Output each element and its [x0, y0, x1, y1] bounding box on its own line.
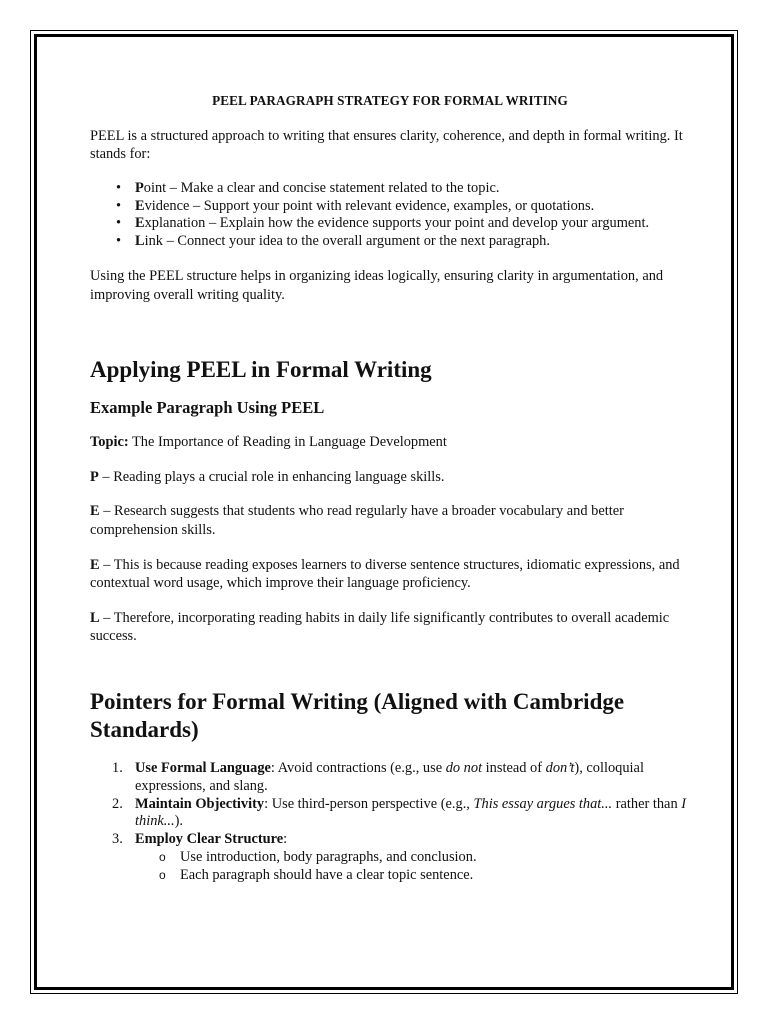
- pointer-text: rather than: [612, 795, 682, 812]
- pointers-list: [90, 760, 690, 885]
- para-text: – Therefore, incorporating reading habits in daily life significantly contributes to overall academic success.: [90, 609, 670, 645]
- topic-label: Topic:: [90, 434, 129, 451]
- peel-text: ink – Connect your idea to the overall argument or the next paragraph.: [144, 233, 550, 250]
- list-item: [116, 180, 690, 198]
- bullet-icon: •: [116, 179, 122, 196]
- sub-list-item: [159, 867, 690, 885]
- list-item: [112, 795, 690, 832]
- pointer-text: :: [283, 831, 288, 848]
- topic-line: [90, 433, 690, 452]
- list-item: [116, 233, 690, 251]
- intro-paragraph: PEEL is a structured approach to writing that ensures clarity, coherence, and depth in formal writing. It stands for:: [90, 127, 683, 163]
- peel-point-paragraph: [90, 468, 690, 487]
- closing-paragraph: Using the PEEL structure helps in organizing ideas logically, ensuring clarity in argumentation, and improving overall writing quality.: [90, 267, 664, 303]
- list-item: [112, 759, 690, 796]
- para-text: – This is because reading exposes learners to diverse sentence structures, idiomatic expressions, and contextual word usage, which improve their language proficiency.: [90, 556, 680, 592]
- pointer-text: : Avoid contractions (e.g., use: [270, 759, 446, 776]
- pointer-italic: don’t: [545, 759, 575, 776]
- document-body: [90, 92, 690, 884]
- list-item: [116, 215, 690, 233]
- peel-list: [90, 180, 690, 251]
- para-label: E: [90, 556, 100, 573]
- peel-evidence-paragraph: [90, 502, 690, 539]
- pointer-text: instead of: [482, 759, 546, 776]
- para-text: – Reading plays a crucial role in enhancing language skills.: [98, 468, 445, 485]
- topic-text: The Importance of Reading in Language Development: [128, 434, 447, 451]
- para-text: – Research suggests that students who read regularly have a broader vocabulary and better comprehension skills.: [90, 503, 624, 538]
- sub-list: [135, 849, 690, 885]
- peel-letter: L: [135, 233, 145, 250]
- peel-link-paragraph: [90, 609, 690, 646]
- peel-text: xplanation – Explain how the evidence supports your point and develop your argument.: [144, 215, 650, 232]
- peel-text: oint – Make a clear and concise statement related to the topic.: [143, 179, 500, 196]
- bullet-icon: •: [116, 215, 122, 232]
- pointer-text: ), colloquial expressions, and slang.: [135, 759, 644, 794]
- pointer-title: Maintain Objectivity: [135, 795, 265, 812]
- para-label: P: [90, 468, 99, 485]
- bullet-icon: •: [116, 197, 122, 214]
- section-heading-pointers: Pointers for Formal Writing (Aligned with Cambridge Standards): [90, 688, 625, 742]
- pointer-title: Employ Clear Structure: [135, 831, 284, 848]
- pointer-text: : Use third-person perspective (e.g.,: [264, 795, 474, 812]
- sub-item-text: Use introduction, body paragraphs, and conclusion.: [180, 848, 477, 865]
- subheading-example-paragraph: Example Paragraph Using PEEL: [90, 398, 325, 418]
- peel-explanation-paragraph: [90, 556, 690, 593]
- peel-letter: E: [135, 215, 145, 232]
- peel-text: vidence – Support your point with relevant evidence, examples, or quotations.: [144, 197, 595, 214]
- peel-letter: P: [135, 179, 144, 196]
- section-heading-applying-peel: Applying PEEL in Formal Writing: [90, 357, 432, 383]
- pointer-text: ).: [174, 813, 183, 830]
- list-number: 2.: [112, 795, 123, 812]
- peel-letter: E: [135, 197, 145, 214]
- list-number: 3.: [112, 831, 123, 848]
- pointer-italic: do not: [445, 759, 483, 776]
- sub-item-text: Each paragraph should have a clear topic sentence.: [180, 866, 474, 883]
- circle-bullet-icon: o: [159, 867, 166, 882]
- para-label: E: [90, 503, 100, 520]
- circle-bullet-icon: o: [159, 849, 166, 864]
- para-label: L: [90, 609, 100, 626]
- sub-list-item: [159, 849, 690, 867]
- pointer-title: Use Formal Language: [135, 759, 271, 776]
- document-title: PEEL PARAGRAPH STRATEGY FOR FORMAL WRITING: [212, 93, 568, 108]
- pointer-italic: I think...: [135, 795, 687, 830]
- pointer-italic: This essay argues that...: [473, 795, 613, 812]
- list-item: [112, 831, 690, 884]
- bullet-icon: •: [116, 233, 122, 250]
- list-item: [116, 198, 690, 216]
- list-number: 1.: [112, 759, 123, 776]
